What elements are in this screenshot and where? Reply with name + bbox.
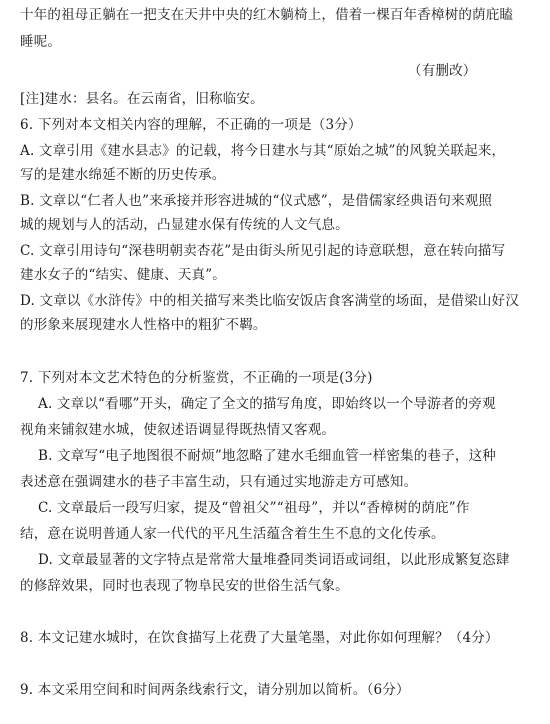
question-7-option-c-line-1: C. 文章最后一段写归家，提及“曾祖父”“祖母”，并以“香樟树的荫庇”作 (38, 500, 470, 516)
question-7-option-c-line-2: 结，意在说明普通人家一代代的平凡生活蕴含着生生不息的文化传承。 (20, 526, 445, 542)
source-note: （有删改） (408, 63, 477, 79)
question-6-option-a-line-2: 写的是建水绵延不断的历史传承。 (20, 167, 226, 183)
intro-text-line-2: 睡呢。 (20, 34, 62, 50)
question-7-option-b-line-2: 表述意在强调建水的巷子丰富生动，只有通过实地游走方可感知。 (20, 474, 418, 490)
question-6-option-b-line-1: B. 文章以“仁者人也”来承接并形容进城的“仪式感”，是借儒家经典语句来观照 (20, 193, 493, 209)
question-7-option-d-line-2: 的修辞效果，同时也表现了物阜民安的世俗生活气象。 (20, 578, 349, 594)
question-9: 9. 本文采用空间和时间两条线索行文，请分别加以简析。（6分） (20, 682, 410, 698)
question-6-option-b-line-2: 城的规划与人的活动，凸显建水保有传统的人文气息。 (20, 217, 349, 233)
question-6-option-c-line-1: C. 文章引用诗句“深巷明朝卖杏花”是由街头所见引起的诗意联想，意在转向描写 (20, 243, 506, 259)
question-7-stem: 7. 下列对本文艺术特色的分析鉴赏，不正确的一项是(3分) (20, 370, 373, 386)
question-6-option-a-line-1: A. 文章引用《建水县志》的记载，将今日建水与其“原始之城”的风貌关联起来， (20, 143, 506, 159)
question-7-option-a-line-2: 视角来铺叙建水城，使叙述语调显得既热情又客观。 (20, 422, 336, 438)
question-7-option-b-line-1: B. 文章写“电子地图很不耐烦”地忽略了建水毛细血管一样密集的巷子，这种 (38, 448, 497, 464)
intro-text-line-1: 十年的祖母正躺在一把支在天井中央的红木躺椅上，借着一棵百年香樟树的荫庇瞌 (20, 7, 514, 23)
question-6-option-d-line-1: D. 文章以《水浒传》中的相关描写来类比临安饭店食客满堂的场面，是借梁山好汉 (20, 293, 520, 309)
question-7-option-d-line-1: D. 文章最显著的文字特点是常常大量堆叠同类词语或词组，以此形成繁复恣肆 (38, 552, 510, 568)
question-7-option-a-line-1: A. 文章以“看哪”开头，确定了全文的描写角度，即始终以一个导游者的旁观 (38, 396, 496, 412)
annotation-note: [注]建水：县名。在云南省，旧称临安。 (20, 91, 264, 107)
question-8: 8. 本文记建水城时，在饮食描写上花费了大量笔墨，对此你如何理解？（4分） (20, 630, 499, 646)
question-6-option-d-line-2: 的形象来展现建水人性格中的粗犷不羁。 (20, 317, 267, 333)
question-6-stem: 6. 下列对本文相关内容的理解，不正确的一项是（3分） (20, 117, 362, 133)
question-6-option-c-line-2: 建水女子的“结实、健康、天真”。 (20, 267, 227, 283)
